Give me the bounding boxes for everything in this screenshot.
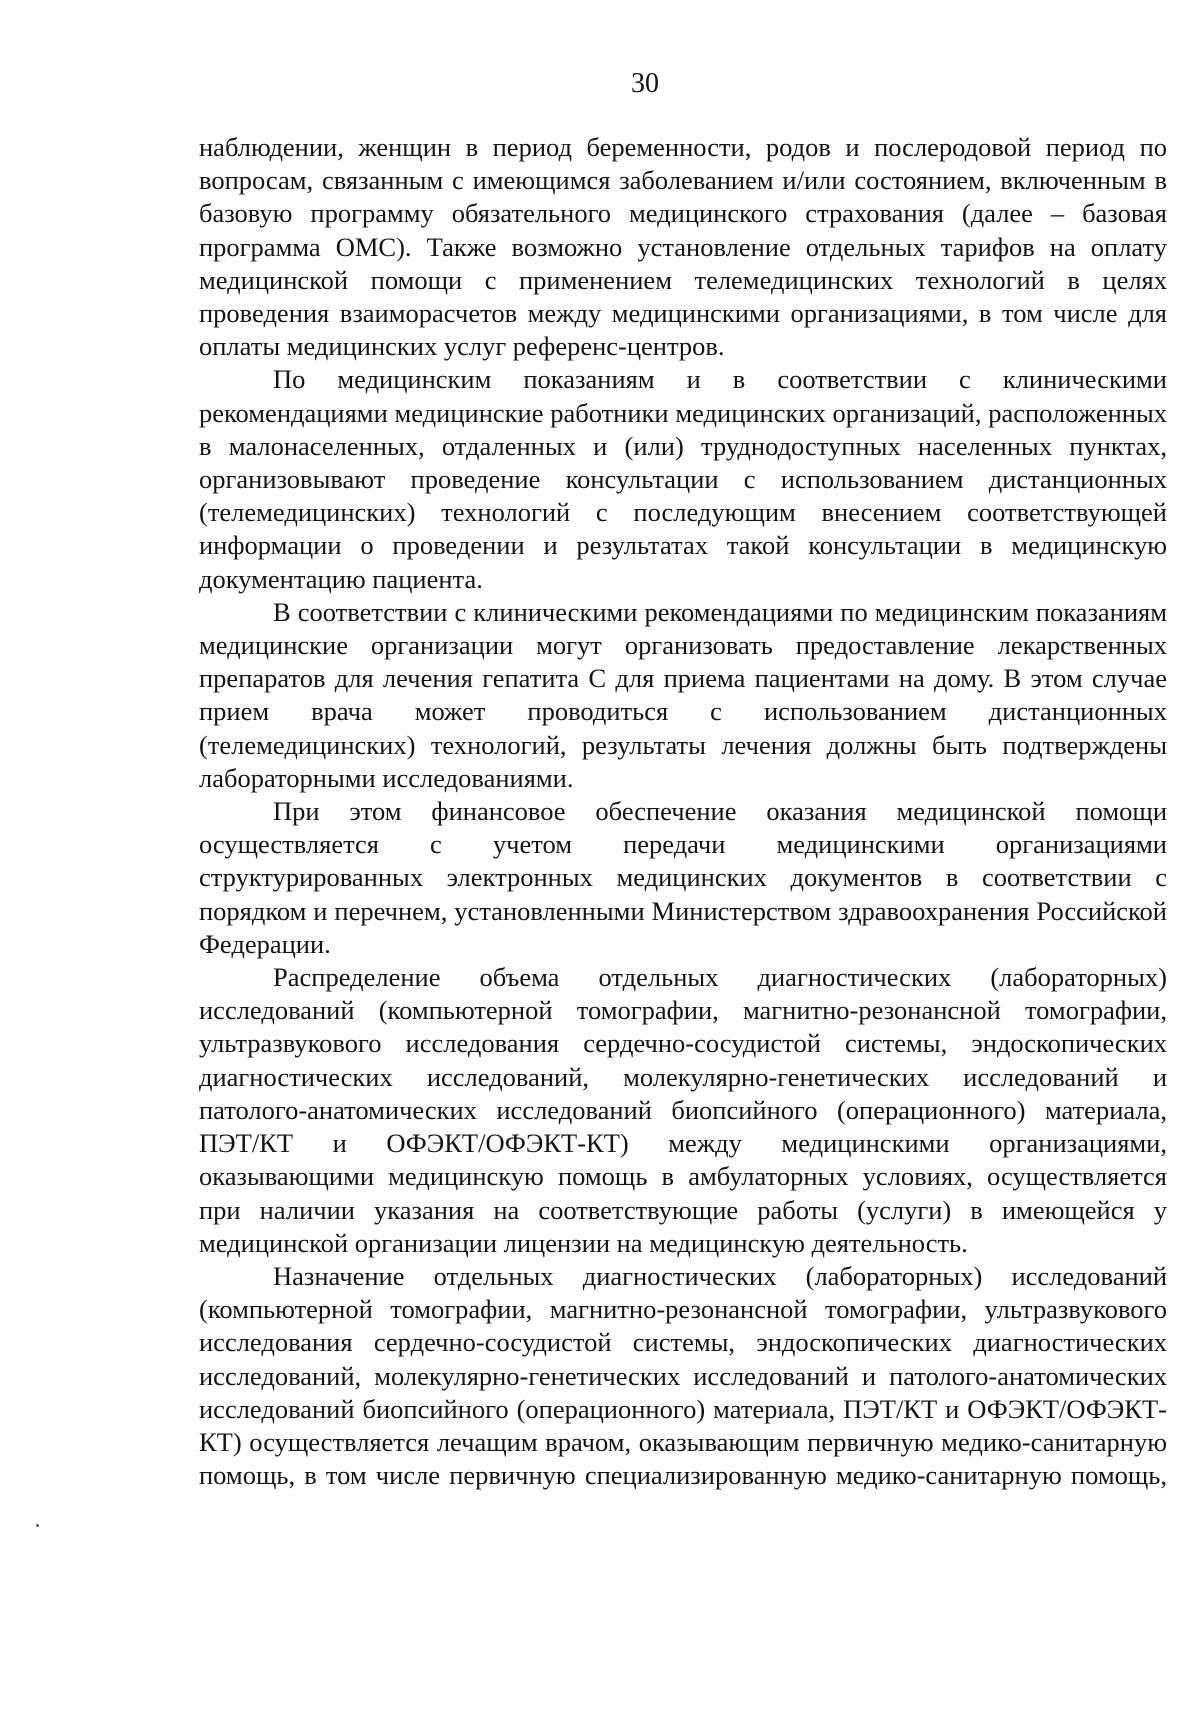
page-number: 30	[631, 68, 659, 99]
paragraph-financial-provision: При этом финансовое обеспечение оказания медицинской помощи осуществляется с учетом передачи медицинскими организациями структурированных электронных медицинских документов в соответствии с порядком и перечнем, установленными Министерством здравоохранения Российской Федерации.	[199, 796, 1167, 959]
paragraph-hepatitis-c-treatment: В соответствии с клиническими рекомендациями по медицинским показаниям медицинские организации могут организовать предоставление лекарственных препаратов для лечения гепатита С для приема пациентами на дому. В этом случае прием врача может проводиться с использованием дистанционных (телемедицинских) технологий, результаты лечения должны быть подтверждены лабораторными исследованиями.	[199, 596, 1167, 793]
paragraph-remote-consultations: По медицинским показаниям и в соответствии с клиническими рекомендациями медицинские работники медицинских организаций, расположенных в малонаселенных, отдаленных и (или) труднодоступных населенных пунктах, организовывают проведение консультации с использованием дистанционных (телемедицинских) технологий с последующим внесением соответствующей информации о проведении и результатах такой консультации в медицинскую документацию пациента.	[199, 364, 1167, 594]
paragraph-diagnostics-assignment: Назначение отдельных диагностических (лабораторных) исследований (компьютерной томографии, магнитно-резонансной томографии, ультразвукового исследования сердечно-сосудистой системы, эндоскопических диагностических исследований, молекулярно-генетических исследований и патолого-анатомических исследований биопсийного (операционного) материала, ПЭТ/КТ и ОФЭКТ/ОФЭКТ-КТ) осуществляется лечащим врачом, оказывающим первичную медико-санитарную помощь, в том числе первичную специализированную медико-санитарную помощь,	[199, 1260, 1167, 1491]
paragraph-diagnostics-distribution: Распределение объема отдельных диагностических (лабораторных) исследований (компьютерной томографии, магнитно-резонансной томографии, ультразвукового исследования сердечно-сосудистой системы, эндоскопических диагностических исследований, молекулярно-генетических исследований и патолого-анатомических исследований биопсийного (операционного) материала, ПЭТ/КТ и ОФЭКТ/ОФЭКТ-КТ) между медицинскими организациями, оказывающими медицинскую помощь в амбулаторных условиях, осуществляется при наличии указания на соответствующие работы (услуги) в имеющейся у медицинской организации лицензии на медицинскую деятельность.	[199, 962, 1167, 1258]
document-body	[199, 131, 1167, 1492]
paragraph-telemedicine-tariffs: наблюдении, женщин в период беременности, родов и послеродовой период по вопросам, связанным с имеющимся заболеванием и/или состоянием, включенным в базовую программу обязательного медицинского страхования (далее – базовая программа ОМС). Также возможно установление отдельных тарифов на оплату медицинской помощи с применением телемедицинских технологий в целях проведения взаиморасчетов между медицинскими организациями, в том числе для оплаты медицинских услуг референс-центров.	[199, 132, 1167, 362]
scan-speck	[36, 1524, 39, 1527]
